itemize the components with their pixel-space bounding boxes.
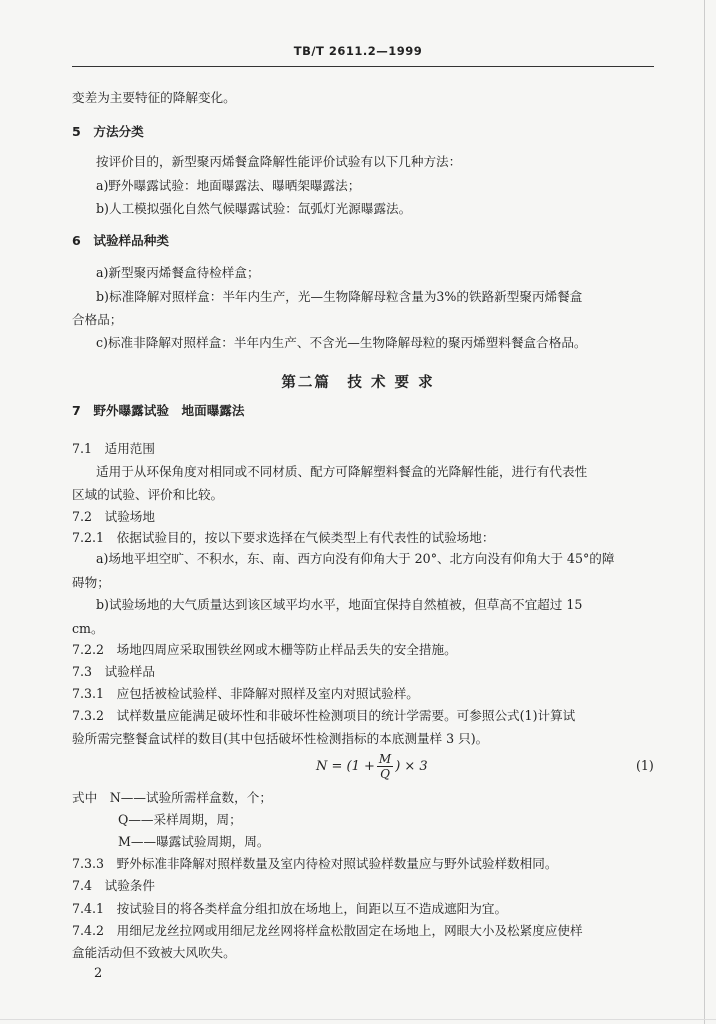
list-item: a)野外曝露试验：地面曝露法、曝晒架曝露法； bbox=[96, 178, 361, 193]
list-item: b)试验场地的大气质量达到该区域平均水平，地面宜保持自然植被，但草高不宜超过 15 bbox=[96, 597, 583, 612]
section-heading: 6 试验样品种类 bbox=[72, 233, 169, 248]
formula bbox=[316, 746, 428, 786]
clause-line: 7.4.2 用细尼龙丝拉网或用细尼龙丝网将样盒松散固定在场地上，网眼大小及松紧度应使样 bbox=[72, 923, 583, 938]
list-item: b)人工模拟强化自然气候曝露试验：氙弧灯光源曝露法。 bbox=[96, 201, 412, 216]
formula-rhs: ) × 3 bbox=[395, 758, 428, 774]
formula-denominator: Q bbox=[380, 766, 390, 781]
scan-edge-line bbox=[704, 0, 705, 1024]
subsection-heading: 7.4 试验条件 bbox=[72, 878, 155, 893]
formula-fraction bbox=[377, 752, 393, 781]
page-number: 2 bbox=[94, 966, 103, 981]
section-heading: 5 方法分类 bbox=[72, 124, 144, 139]
clause-line: 7.3.1 应包括被检试验样、非降解对照样及室内对照试验样。 bbox=[72, 686, 419, 701]
header-rule bbox=[72, 66, 654, 67]
formula-legend: M——曝露试验周期，周。 bbox=[118, 834, 270, 849]
clause-line: 7.2.2 场地四周应采取围铁丝网或木栅等防止样品丢失的安全措施。 bbox=[72, 642, 457, 657]
formula-legend: 式中 N——试验所需样盒数，个； bbox=[72, 790, 272, 805]
formula-lhs: N = (1 + bbox=[316, 758, 375, 774]
equation-number: (1) bbox=[636, 758, 654, 773]
scan-bottom-line bbox=[0, 1019, 716, 1020]
list-item: a)新型聚丙烯餐盒待检样盒； bbox=[96, 265, 260, 280]
formula-numerator: M bbox=[378, 751, 392, 766]
text-line: cm。 bbox=[72, 621, 104, 636]
list-item: a)场地平坦空旷、不积水，东、南、西方向没有仰角大于 20°、北方向没有仰角大于 45°的障 bbox=[96, 551, 615, 566]
text-line: 适用于从环保角度对相同或不同材质、配方可降解塑料餐盒的光降解性能，进行有代表性 bbox=[96, 464, 588, 479]
clause-line: 7.4.1 按试验目的将各类样盒分组扣放在场地上，间距以互不造成遮阳为宜。 bbox=[72, 901, 508, 916]
subsection-heading: 7.2 试验场地 bbox=[72, 509, 155, 524]
text-line: 按评价目的，新型聚丙烯餐盒降解性能评价试验有以下几种方法： bbox=[96, 154, 462, 169]
subsection-heading: 7.3 试验样品 bbox=[72, 664, 155, 679]
text-line: 合格品； bbox=[72, 312, 123, 327]
subsection-heading: 7.1 适用范围 bbox=[72, 441, 155, 456]
text-line: 验所需完整餐盒试样的数目(其中包括破坏性检测指标的本底测量样 3 只)。 bbox=[72, 731, 489, 746]
clause-line: 7.2.1 依据试验目的，按以下要求选择在气候类型上有代表性的试验场地： bbox=[72, 530, 495, 545]
section-heading: 7 野外曝露试验 地面曝露法 bbox=[72, 403, 245, 418]
list-item: b)标准降解对照样盒：半年内生产，光—生物降解母粒含量为3%的铁路新型聚丙烯餐盒 bbox=[96, 289, 583, 304]
text-line: 盒能活动但不致被大风吹失。 bbox=[72, 945, 236, 960]
text-line: 变差为主要特征的降解变化。 bbox=[72, 90, 236, 105]
part-title: 第二篇 技 术 要 求 bbox=[281, 375, 435, 391]
text-line: 区域的试验、评价和比较。 bbox=[72, 487, 224, 502]
running-header: TB/T 2611.2—1999 bbox=[293, 44, 423, 58]
clause-line: 7.3.3 野外标准非降解对照样数量及室内待检对照试验样数量应与野外试验样数相同。 bbox=[72, 856, 558, 871]
text-line: 碍物； bbox=[72, 575, 110, 590]
list-item: c)标准非降解对照样盒：半年内生产、不含光—生物降解母粒的聚丙烯塑料餐盒合格品。 bbox=[96, 335, 587, 350]
clause-line: 7.3.2 试样数量应能满足破坏性和非破坏性检测项目的统计学需要。可参照公式(1)计算试 bbox=[72, 708, 576, 723]
formula-legend: Q——采样周期，周； bbox=[118, 812, 242, 827]
